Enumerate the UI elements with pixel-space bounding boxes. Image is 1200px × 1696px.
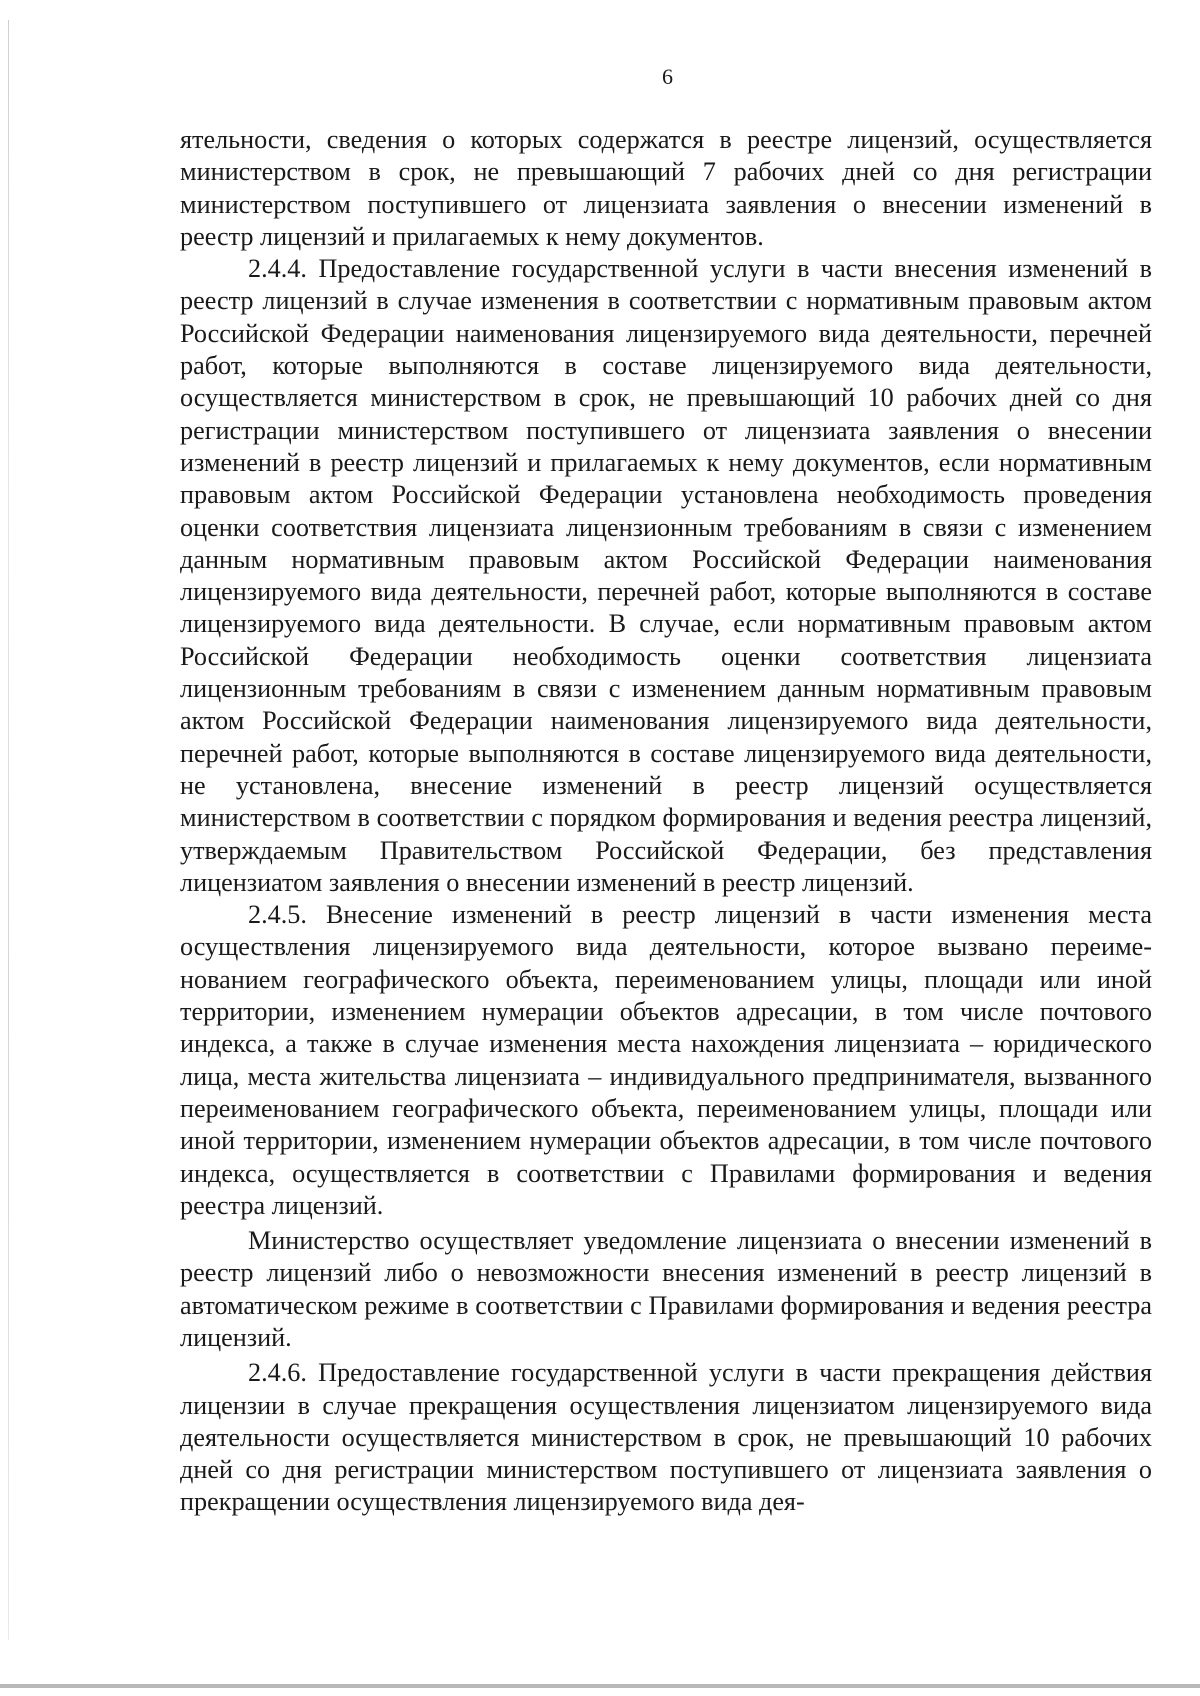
page-number: 6	[662, 64, 673, 89]
paragraph-2-4-5: 2.4.5. Внесение изменений в реестр лицензий в части изменения места осуществления лицензируемого вида деятельности, которое вызвано переименованием географического объекта, переименованием улицы, площади или иной территории, изменением нумерации объектов адресации, в том числе почтового индекса, а также в случае изменения места нахождения лицензиата – юридического лица, места жительства лицензиата – индивидуального предпринимателя, вызванного переименованием географического объекта, переименованием улицы, площади или иной территории, изменением нумерации объектов адресации, в том числе почтового индекса, осуществляется в соответствии с Правилами формирования и ведения реестра лицензий.	[180, 900, 1152, 1220]
paragraph-ministry-notice: Министерство осуществляет уведомление лицензиата о внесении изменений в реестр лицензий либо о невозможности внесения изменений в реестр лицензий в автоматическом режиме в соответствии с Правилами формирования и ведения реестра лицензий.	[180, 1226, 1152, 1352]
paragraph-continuation: ятельности, сведения о которых содержатся в реестре лицензий, осуществляется министерством в срок, не превышающий 7 рабочих дней со дня регистрации министерством поступившего от лицензиата заявления о внесении изменений в реестр лицензий и прилагаемых к нему документов.	[180, 125, 1152, 251]
scan-edge-left	[8, 20, 9, 1640]
paragraph-2-4-4: 2.4.4. Предоставление государственной услуги в части внесения изменений в реестр лицензий в случае изменения в соответствии с нормативным правовым актом Российской Федерации наименования лицензируемого вида деятельности, перечней работ, которые выполняются в составе лицензируемого вида деятельности, осуществляется министерством в срок, не превышающий 10 рабочих дней со дня регистрации министерством поступившего от лицензиата заявления о внесении изменений в реестр лицензий и прилагаемых к нему документов, если нормативным правовым актом Российской Федерации установлена необходимость проведения оценки соответствия лицензиата лицензионным требованиям в связи с изменением данным нормативным правовым актом Российской Федерации наименования лицензируемого вида деятельности, перечней работ, которые выполняются в составе лицензируемого вида деятельности. В случае, если нормативным правовым актом Российской Федерации необходимость оценки соответствия лицензиата лицензионным требованиям в связи с изменением данным нормативным правовым актом Российской Федерации наименования лицензируемого вида деятельности, перечней работ, которые выполняются в составе лицензируемого вида деятельности, не установлена, внесение изменений в реестр лицензий осуществляется министерством в соответствии с порядком формирования и ведения реестра лицензий, утверждаемым Правительством Российской Федерации, без представления лицензиатом заявления о внесении изменений в реестр лицензий.	[180, 254, 1152, 897]
scan-edge-bottom	[0, 1684, 1200, 1688]
document-body	[180, 124, 1152, 1519]
paragraph-2-4-6: 2.4.6. Предоставление государственной услуги в части прекращения действия лицензии в случае прекращения осуществления лицензиатом лицензируемого вида деятельности осуществляется министерством в срок, не превышающий 10 рабочих дней со дня регистрации министерством поступившего от лицензиата заявления о прекращении осуществления лицензируемого вида дея-	[180, 1358, 1152, 1517]
